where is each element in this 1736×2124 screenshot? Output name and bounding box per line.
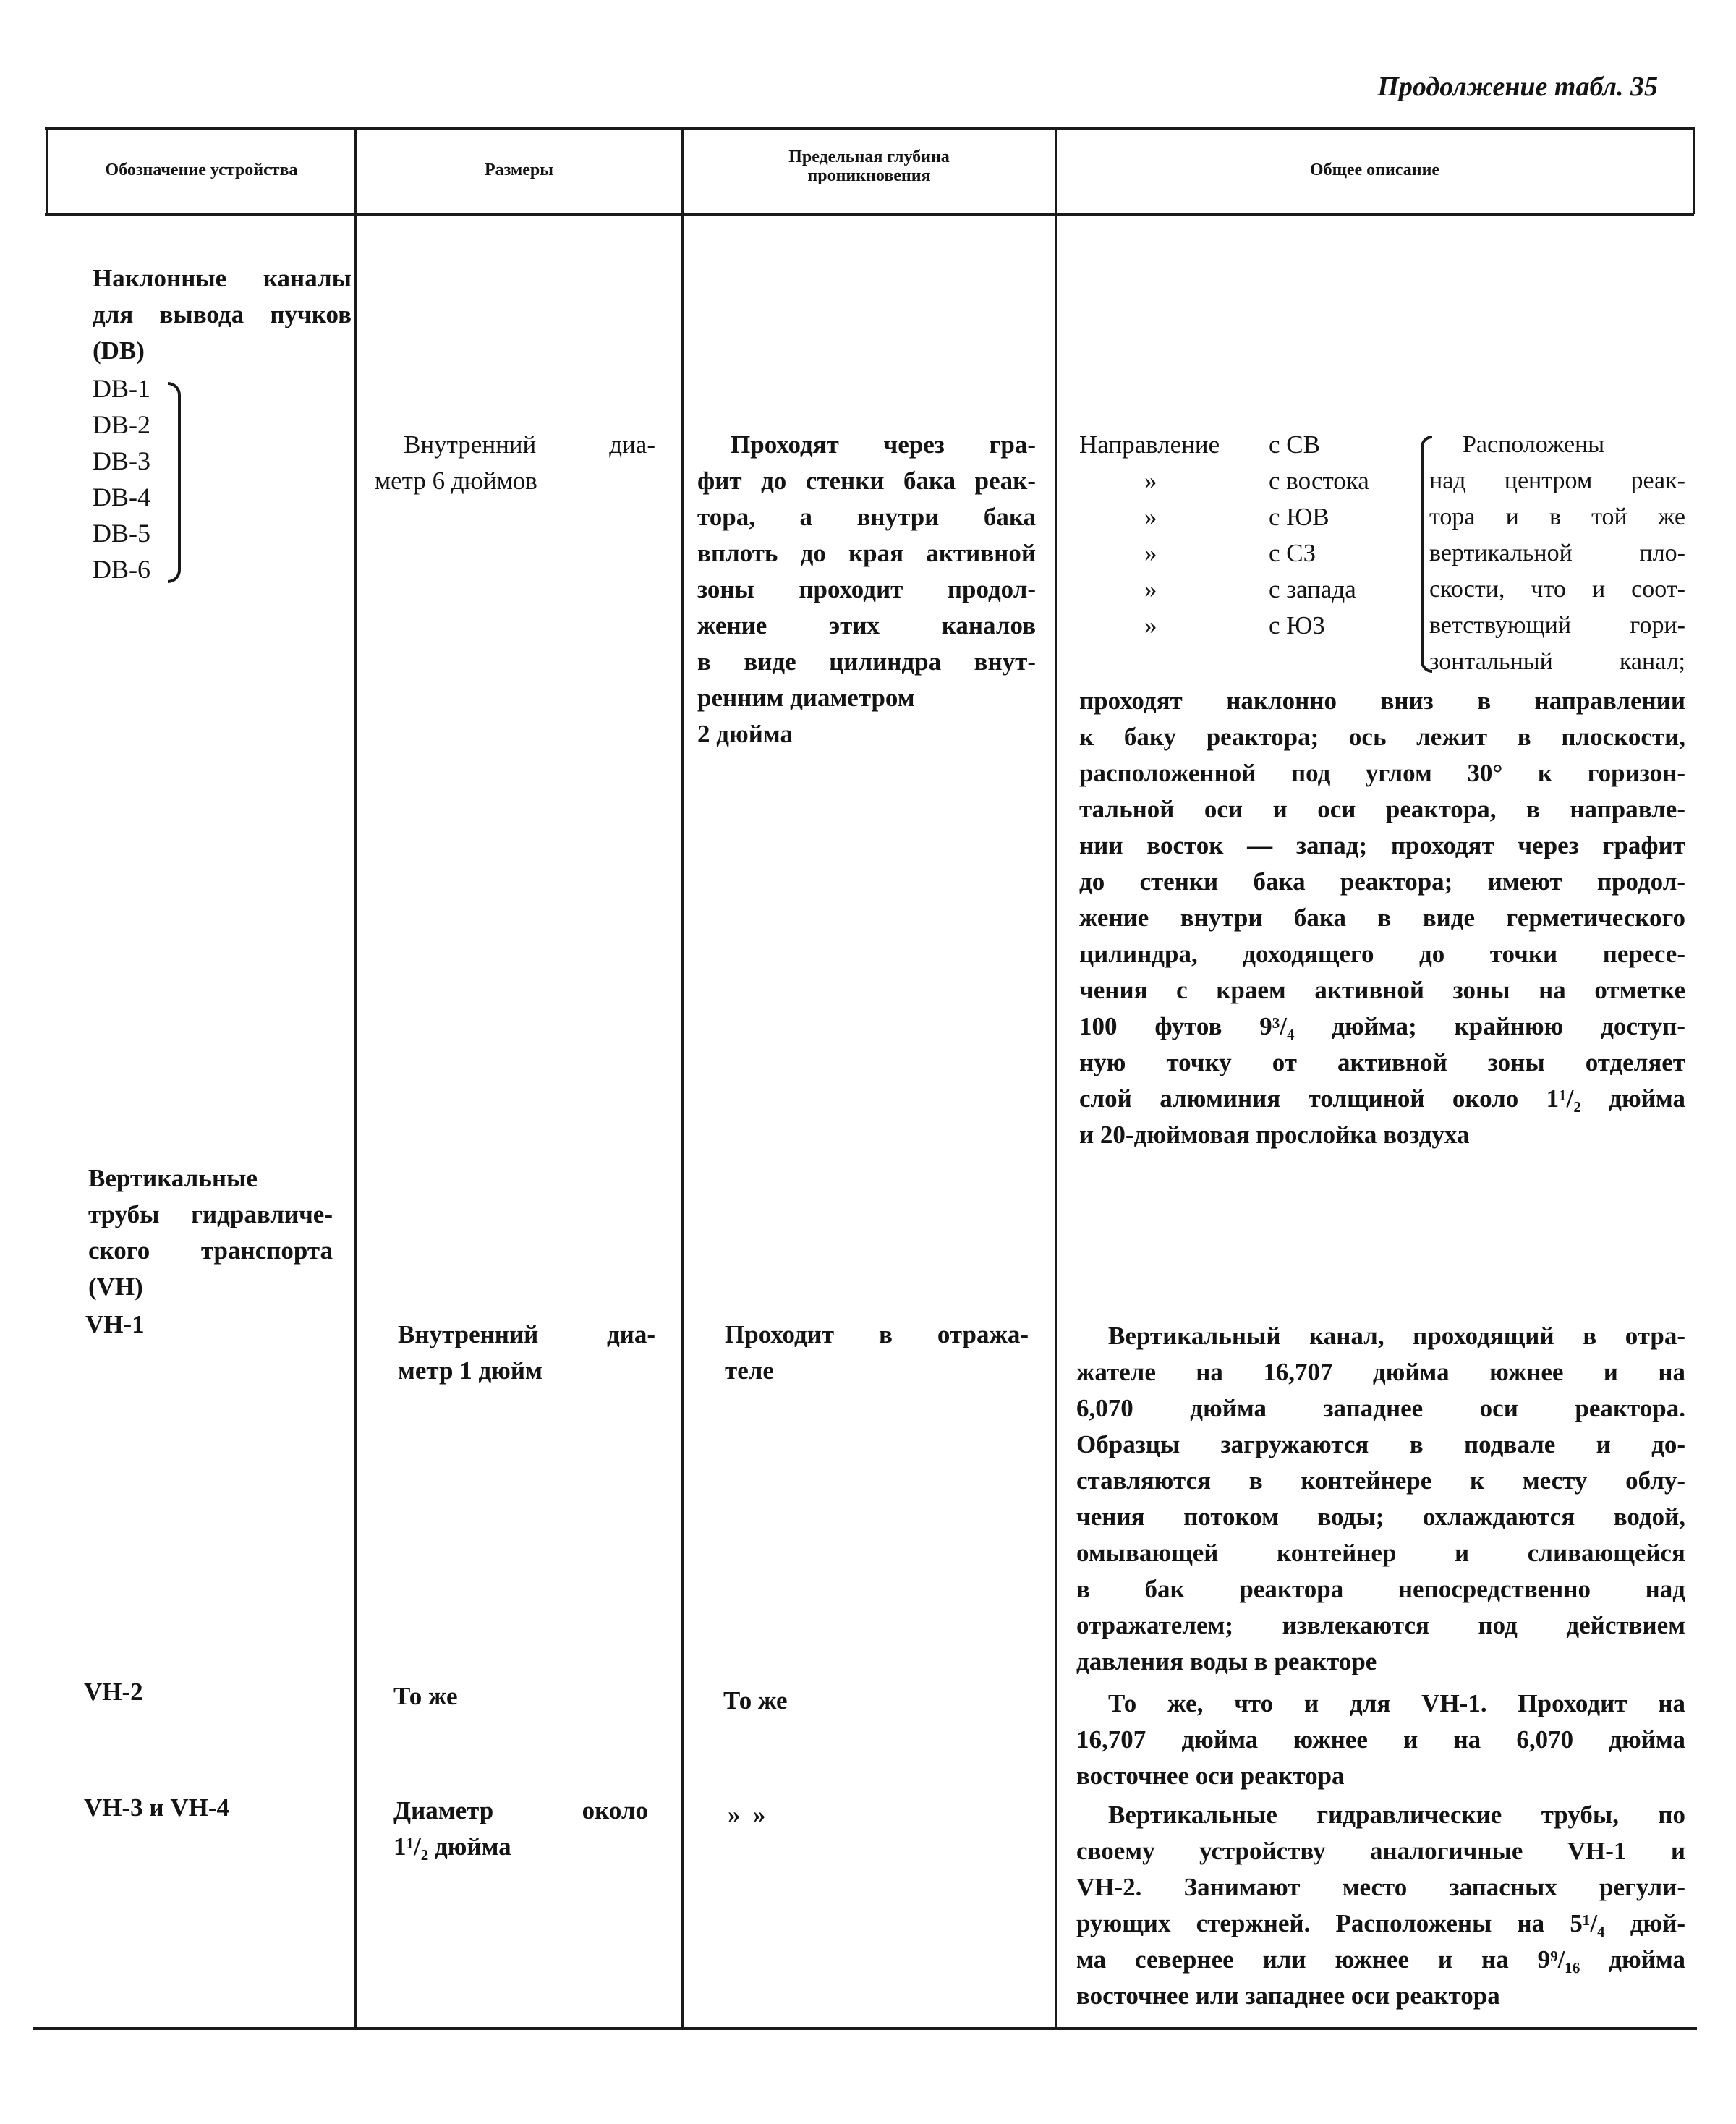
vh2-description [1076,1686,1685,1794]
table-bottom-rule [33,2027,1697,2030]
vh-group-title [88,1160,333,1305]
db-description [1079,683,1685,1153]
vh34-dimensions-line: 1¹/₂ дюйма [393,1832,511,1861]
db-item: DB-1 [93,374,150,403]
direction-label: » [1144,575,1157,603]
db-title-line: для вывода пучков [93,300,352,328]
vh34-description-line: Вертикальные гидравлические трубы, по [1108,1801,1685,1829]
vh1-description-line: омывающей контейнер и сливающейся [1076,1539,1685,1567]
vh1-description [1076,1318,1685,1680]
vh1-description-line: жателе на 16,707 дюйма южнее и на [1076,1358,1685,1386]
vh-title-line: ского транспорта [88,1236,333,1265]
vh1-description-line: ставляются в контейнере к месту облу- [1076,1466,1685,1495]
vh1-description-line: Вертикальный канал, проходящий в отра- [1108,1322,1685,1350]
vh2-depth: То же [723,1686,788,1715]
header-description: Общее описание [1309,161,1440,179]
vh1-name: VH-1 [85,1310,145,1338]
db-description-line: тальной оси и оси реактора, в направле- [1079,795,1685,823]
vh1-depth-line: Проходит в отража- [725,1320,1029,1348]
db-depth-line: Проходят через гра- [731,430,1036,459]
db-location-line: скости, что и соот- [1429,576,1685,603]
vh34-description-line: ма севернее или южнее и на 9⁹/₁₆ дюйма [1076,1945,1685,1974]
direction-label: » [1144,539,1157,567]
direction-row [1079,572,1419,608]
db-depth-line: ренним диаметром [697,684,915,712]
column-divider-2 [681,127,684,2027]
direction-value: с запада [1269,575,1356,603]
table-top-rule [45,127,1694,130]
vh1-description-line: в бак реактора непосредственно над [1076,1575,1685,1603]
db-location-line: вертикальной пло- [1429,540,1685,566]
vh2-name: VH-2 [84,1678,143,1706]
db-depth-line: жение этих каналов [697,611,1036,640]
vh34-description-line: восточнее или западнее оси реактора [1076,1981,1500,2010]
db-description-line: до стенки бака реактора; имеют продол- [1079,867,1685,896]
db-location-line: над центром реак- [1429,467,1685,494]
db-title-line: (DB) [93,336,145,365]
header-depth-line2: проникновения [807,166,931,185]
vh34-depth: » » [728,1801,766,1829]
direction-row [1079,499,1419,535]
direction-row [1079,427,1419,463]
column-divider-3 [1055,127,1057,2027]
db-description-line: жение внутри бака в виде герметического [1079,904,1685,932]
vh-title-line: Вертикальные [88,1164,258,1192]
vh1-description-line: давления воды в реакторе [1076,1647,1377,1675]
db-description-line: слой алюминия толщиной около 1¹/₂ дюйма [1079,1084,1685,1113]
vh1-description-line: Образцы загружаются в подвале и до- [1076,1430,1685,1458]
db-description-line: и 20-дюймовая прослойка воздуха [1079,1121,1470,1149]
vh2-description-line: 16,707 дюйма южнее и на 6,070 дюйма [1076,1725,1685,1754]
header-depth [684,148,1055,185]
db-directions [1079,427,1419,644]
db-item: DB-2 [93,410,150,439]
vh1-depth-line: теле [725,1356,774,1385]
db-depth-line: вплоть до края активной [697,539,1036,567]
db-depth-line: 2 дюйма [697,720,793,748]
direction-row [1079,608,1419,644]
direction-row [1079,463,1419,499]
db-item: DB-3 [93,446,150,475]
vh34-description-line: VH-2. Занимают место запасных регули- [1076,1873,1685,1901]
direction-row [1079,535,1419,572]
db-item: DB-5 [93,519,150,548]
db-depth-line: фит до стенки бака реак- [697,467,1036,495]
direction-value: с СВ [1269,430,1320,459]
direction-label: » [1144,467,1157,495]
db-title-line: Наклонные каналы [93,264,352,292]
db-description-line: нии восток — запад; проходят через графит [1079,831,1685,859]
vh1-description-line: отражателем; извлекаются под действием [1076,1611,1685,1639]
vh34-description [1076,1797,1685,2014]
db-dimensions [375,427,655,499]
direction-value: с востока [1269,467,1369,495]
db-depth-line: тора, а внутри бака [697,503,1036,531]
db-description-line: проходят наклонно вниз в направлении [1079,687,1685,715]
vh1-description-line: чения потоком воды; охлаждаются водой, [1076,1503,1685,1531]
db-dimensions-line: Внутренний диа- [404,430,655,459]
db-depth [697,427,1036,752]
header-depth-line1: Предельная глубина [788,148,950,166]
db-description-line: 100 футов 9³/₄ дюйма; крайнюю доступ- [1079,1012,1685,1040]
vh34-description-line: рующих стержней. Расположены на 5¹/₄ дюй- [1076,1909,1685,1937]
direction-label: Направление [1079,430,1220,459]
db-depth-line: зоны проходит продол- [697,575,1036,603]
column-divider-right [1693,127,1695,214]
vh1-dimensions-line: метр 1 дюйм [398,1356,542,1385]
vh34-description-line: своему устройству аналогичные VH-1 и [1076,1837,1685,1865]
db-description-line: цилиндра, доходящего до точки пересе- [1079,940,1685,968]
db-description-line: расположенной под углом 30° к горизон- [1079,759,1685,787]
db-location-line: ветствующий гори- [1429,612,1685,639]
vh34-name: VH-3 и VH-4 [84,1793,229,1822]
vh-title-line: (VH) [88,1273,143,1301]
vh1-depth [725,1317,1029,1389]
direction-value: с СЗ [1269,539,1316,567]
direction-label: » [1144,611,1157,640]
vh1-dimensions [398,1317,655,1389]
db-item: DB-4 [93,483,150,511]
direction-value: с ЮВ [1269,503,1329,531]
db-item: DB-6 [93,555,150,584]
vh1-dimensions-line: Внутренний диа- [398,1320,655,1348]
vh34-dimensions-line: Диаметр около [393,1796,648,1824]
direction-value: с ЮЗ [1269,611,1325,640]
vh2-description-line: восточнее оси реактора [1076,1762,1345,1790]
header-rule [45,213,1694,216]
db-location-line: зонтальный канал; [1429,648,1685,675]
db-location [1429,427,1685,680]
header-dimensions: Размеры [484,161,554,179]
header-designation: Обозначение устройства [105,161,298,179]
vh34-dimensions [393,1793,648,1865]
db-description-line: к баку реактора; ось лежит в плоскости, [1079,723,1685,751]
db-depth-line: в виде цилиндра внут- [697,647,1036,676]
db-description-line: ную точку от активной зоны отделяет [1079,1048,1685,1076]
db-description-line: чения с краем активной зоны на отметке [1079,976,1685,1004]
db-location-line: тора и в той же [1429,504,1685,530]
vh-title-line: трубы гидравличе- [88,1200,333,1228]
direction-label: » [1144,503,1157,531]
vh2-description-line: То же, что и для VH-1. Проходит на [1108,1689,1685,1717]
db-dimensions-line: метр 6 дюймов [375,467,537,495]
db-items-brace [168,382,181,583]
vh1-description-line: 6,070 дюйма западнее оси реактора. [1076,1394,1685,1422]
vh2-dimensions: То же [393,1682,458,1710]
db-location-line: Расположены [1463,431,1605,458]
table-caption: Продолжение табл. 35 [1377,72,1658,102]
column-divider-1 [354,127,357,2027]
db-items-list [93,370,179,587]
db-group-title [93,260,352,369]
